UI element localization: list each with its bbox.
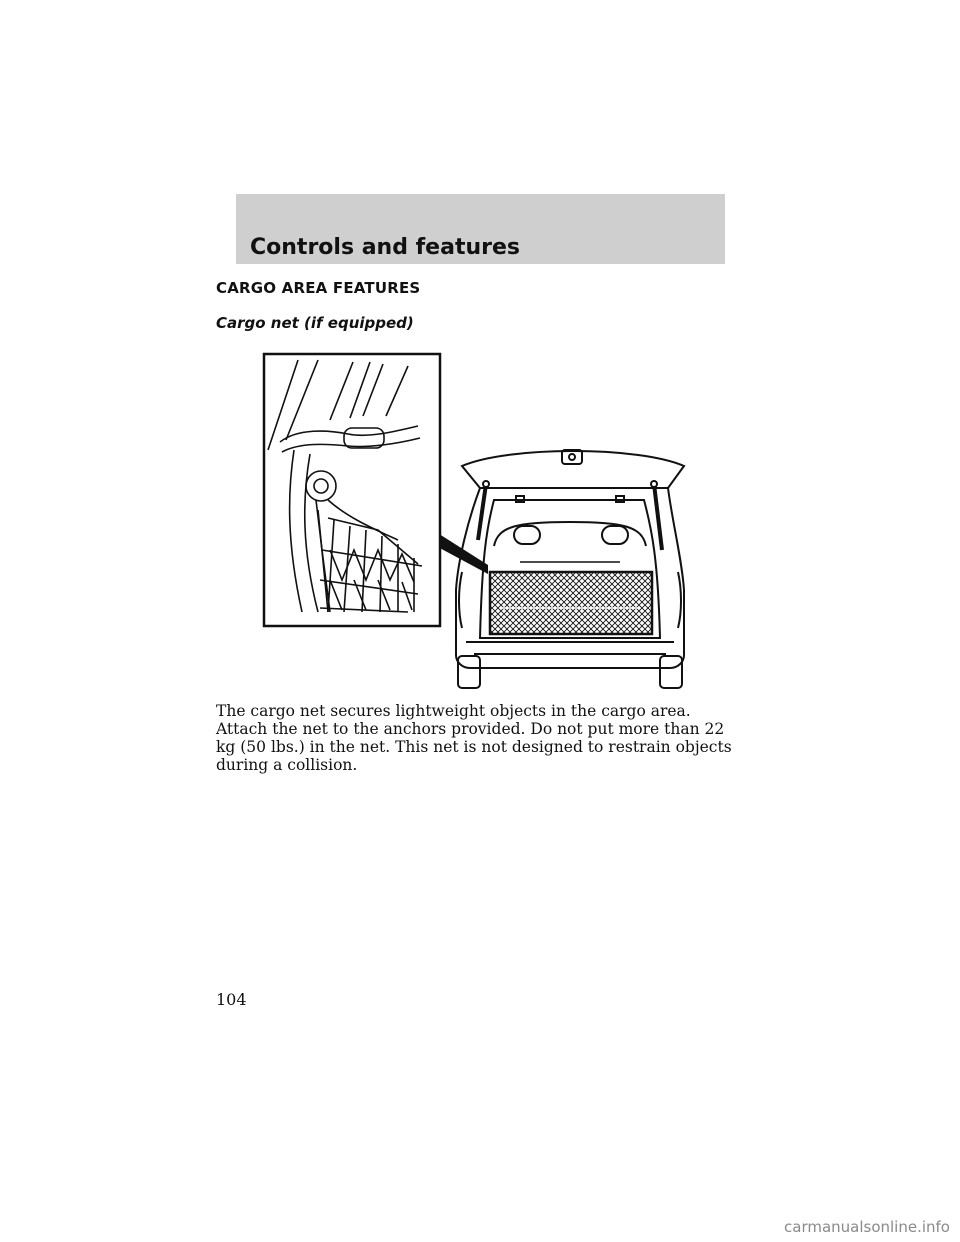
chapter-title: Controls and features: [250, 235, 520, 260]
cargo-net-illustration: [258, 350, 698, 695]
cargo-net-description: The cargo net secures lightweight objects in the cargo area. Attach the net to the anchors provided. Do not put more than 22 kg (50 lbs.) in the net. This net is not designed to restrain objects during a collision.: [216, 702, 732, 774]
page-number: 104: [216, 990, 247, 1009]
watermark: carmanualsonline.info: [784, 1218, 950, 1236]
section-heading: CARGO AREA FEATURES: [216, 279, 421, 297]
chapter-header-band: [236, 194, 725, 264]
vehicle-rear-view: [456, 450, 684, 688]
net-anchor-detail-inset: [264, 354, 440, 626]
sub-heading: Cargo net (if equipped): [216, 314, 414, 332]
